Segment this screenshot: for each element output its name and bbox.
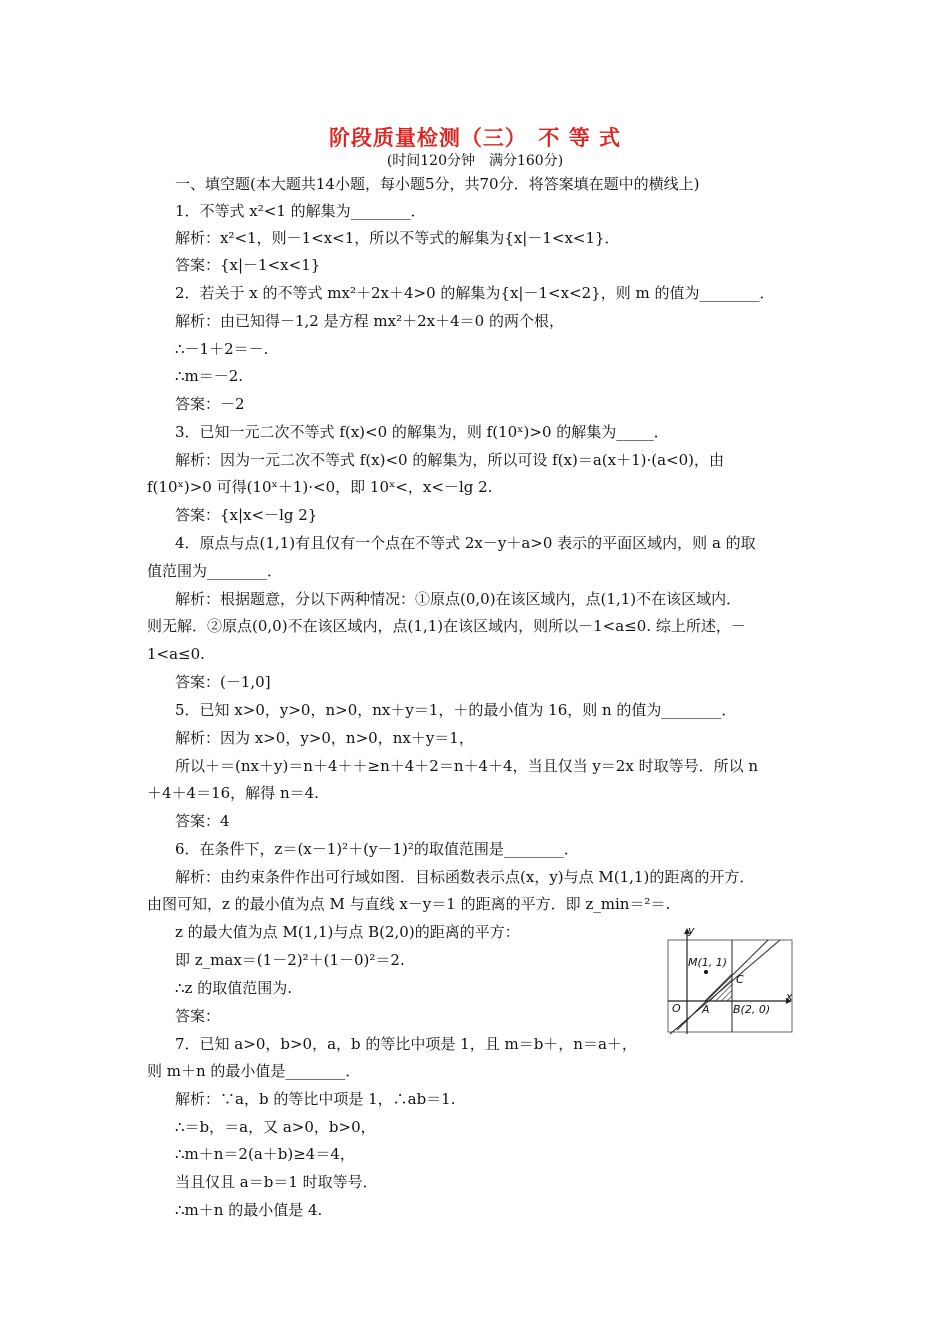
solution-6: 解析：由约束条件作出可行域如图．目标函数表示点(x，y)与点 M(1,1)的距离的开方． xyxy=(175,868,755,886)
coordinate-plot xyxy=(660,926,796,1038)
point-m-label: M(1, 1) xyxy=(688,956,728,969)
solution-5-cont: ＋4＋4＝16，解得 n＝4. xyxy=(147,784,319,802)
point-m xyxy=(704,970,708,974)
answer-4: 答案：(－1,0] xyxy=(175,673,271,691)
solution-3: 解析：因为一元二次不等式 f(x)<0 的解集为，所以可设 f(x)＝a(x＋1)·(a<0)，由 xyxy=(175,451,725,469)
solution-1: 解析：x²<1，则－1<x<1，所以不等式的解集为{x|－1<x<1}． xyxy=(175,229,620,247)
solution-2-step: ∴－1＋2＝－. xyxy=(175,340,269,358)
solution-2: 解析：由已知得－1,2 是方程 mx²＋2x＋4＝0 的两个根， xyxy=(175,312,564,330)
answer-3: 答案：{x|x<－lg 2} xyxy=(175,506,318,524)
origin-label: O xyxy=(672,1002,681,1015)
solution-7-step: 当且仅且 a＝b＝1 时取等号． xyxy=(175,1173,378,1191)
point-a-label: A xyxy=(702,1003,710,1016)
answer-6: 答案： xyxy=(175,1007,221,1025)
feasible-region xyxy=(705,974,732,1001)
solution-6-step: z 的最大值为点 M(1,1)与点 B(2,0)的距离的平方： xyxy=(175,923,520,941)
answer-1: 答案：{x|－1<x<1} xyxy=(175,256,321,274)
solution-4: 解析：根据题意，分以下两种情况：①原点(0,0)在该区域内，点(1,1)不在该区域内． xyxy=(175,590,742,608)
question-3: 3．已知一元二次不等式 f(x)<0 的解集为，则 f(10ˣ)>0 的解集为_____． xyxy=(175,423,669,441)
page-subtitle: (时间120分钟 满分160分) xyxy=(386,153,564,169)
solution-5-step: 所以＋＝(nx＋y)＝n＋4＋＋≥n＋4＋2＝n＋4＋4，当且仅当 y＝2x 时取等号．所以 n xyxy=(175,757,759,775)
question-1: 1．不等式 x²<1 的解集为________． xyxy=(175,202,426,220)
page-title: 阶段质量检测（三） 不 等 式 xyxy=(328,125,622,150)
question-5: 5．已知 x>0，y>0，n>0，nx＋y＝1，＋的最小值为 16，则 n 的值为________． xyxy=(175,701,737,719)
solution-7-step: ∴m＋n 的最小值是 4. xyxy=(175,1201,323,1219)
solution-7-step: ∴m＋n＝2(a＋b)≥4＝4， xyxy=(175,1145,355,1163)
y-axis-label: y xyxy=(688,924,695,937)
solution-7-step: ∴＝b，＝a，又 a>0，b>0， xyxy=(175,1118,376,1136)
solution-6-step: ∴z 的取值范围为. xyxy=(175,979,292,997)
point-b-label: B(2, 0) xyxy=(733,1003,771,1016)
question-7: 7．已知 a>0，b>0，a，b 的等比中项是 1，且 m＝b＋，n＝a＋， xyxy=(175,1035,637,1053)
line-x-minus-y-eq-1 xyxy=(677,940,771,1030)
solution-7: 解析：∵a，b 的等比中项是 1，∴ab＝1. xyxy=(175,1090,456,1108)
question-7-cont: 则 m＋n 的最小值是________． xyxy=(147,1062,361,1080)
x-axis-label: x xyxy=(786,990,793,1003)
solution-3-cont: f(10ˣ)>0 可得(10ˣ＋1)·<0，即 10ˣ<，x<－lg 2. xyxy=(147,478,493,496)
point-c-label: C xyxy=(736,973,744,986)
question-4: 4．原点与点(1,1)有且仅有一个点在不等式 2x－y＋a>0 表示的平面区域内，则 a 的取 xyxy=(175,534,756,552)
solution-2-step: ∴m＝－2. xyxy=(175,367,244,385)
question-6: 6．在条件下，z＝(x－1)²＋(y－1)²的取值范围是________． xyxy=(175,840,579,858)
question-2: 2．若关于 x 的不等式 mx²＋2x＋4>0 的解集为{x|－1<x<2}，则 m 的值为________． xyxy=(175,284,775,302)
question-4-cont: 值范围为________． xyxy=(147,562,283,580)
solution-6-cont: 由图可知，z 的最小值为点 M 与直线 x－y＝1 的距离的平方．即 z_min＝²＝. xyxy=(147,895,671,913)
solution-6-step: 即 z_max＝(1－2)²＋(1－0)²＝2. xyxy=(175,951,405,969)
solution-4-cont: 1<a≤0. xyxy=(147,645,205,663)
feasible-region-figure xyxy=(660,926,796,1038)
section-heading: 一、填空题(本大题共14小题，每小题5分，共70分．将答案填在题中的横线上) xyxy=(175,175,700,193)
solution-4-cont: 则无解．②原点(0,0)不在该区域内，点(1,1)在该区域内，则所以－1<a≤0. 综上所述，－ xyxy=(147,617,746,635)
answer-2: 答案：－2 xyxy=(175,395,245,413)
solution-5: 解析：因为 x>0，y>0，n>0，nx＋y＝1， xyxy=(175,729,474,747)
answer-5: 答案：4 xyxy=(175,812,230,830)
